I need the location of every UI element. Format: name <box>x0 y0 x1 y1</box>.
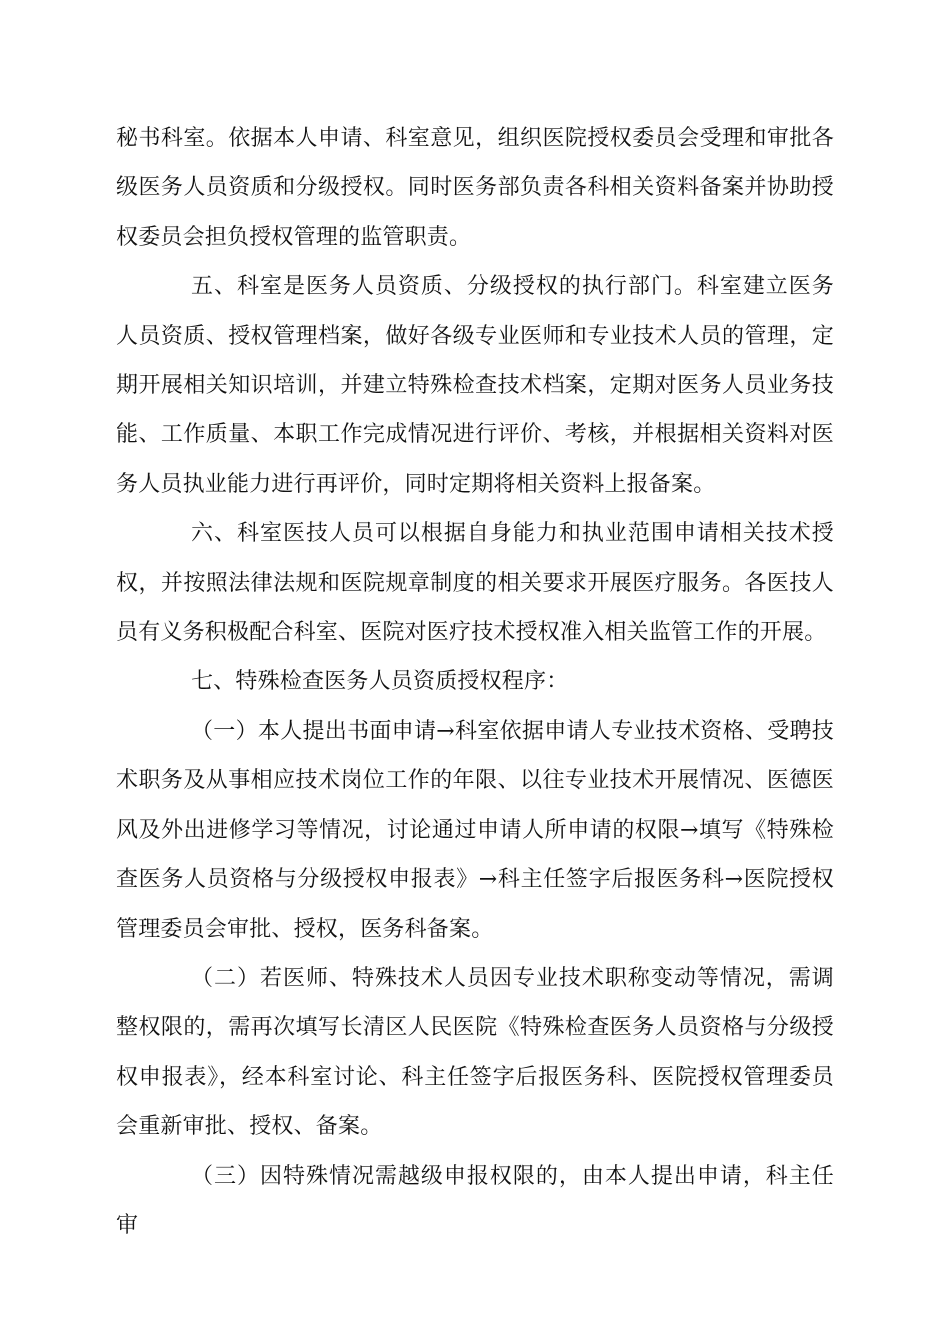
paragraph-item-six: 六、科室医技人员可以根据自身能力和执业范围申请相关技术授权，并按照法律法规和医院规章制度的相关要求开展医疗服务。各医技人员有义务积极配合科室、医院对医疗技术授权准入相关监管工作的开展。 <box>116 521 834 646</box>
paragraph-sub-one: （一）本人提出书面申请→科室依据申请人专业技术资格、受聘技术职务及从事相应技术岗位工作的年限、以往专业技术开展情况、医德医风及外出进修学习等情况，讨论通过申请人所申请的权限→填写《特殊检查医务人员资格与分级授权申报表》→科主任签字后报医务科→医院授权管理委员会审批、授权，医务科备案。 <box>116 718 834 942</box>
paragraph-continuation: 秘书科室。依据本人申请、科室意见，组织医院授权委员会受理和审批各级医务人员资质和分级授权。同时医务部负责各科相关资料备案并协助授权委员会担负授权管理的监管职责。 <box>116 126 834 250</box>
paragraph-item-seven: 七、特殊检查医务人员资质授权程序： <box>191 669 569 695</box>
document-body <box>116 114 834 1250</box>
paragraph-sub-two: （二）若医师、特殊技术人员因专业技术职称变动等情况，需调整权限的，需再次填写长清区人民医院《特殊检查医务人员资格与分级授权申报表》，经本科室讨论、科主任签字后报医务科、医院授权管理委员会重新审批、授权、备案。 <box>116 965 834 1140</box>
paragraph-sub-three: （三）因特殊情况需越级申报权限的，由本人提出申请，科主任审 <box>116 1163 834 1238</box>
paragraph-item-five: 五、科室是医务人员资质、分级授权的执行部门。科室建立医务人员资质、授权管理档案，做好各级专业医师和专业技术人员的管理，定期开展相关知识培训，并建立特殊检查技术档案，定期对医务人员业务技能、工作质量、本职工作完成情况进行评价、考核，并根据相关资料对医务人员执业能力进行再评价，同时定期将相关资料上报备案。 <box>116 274 834 497</box>
